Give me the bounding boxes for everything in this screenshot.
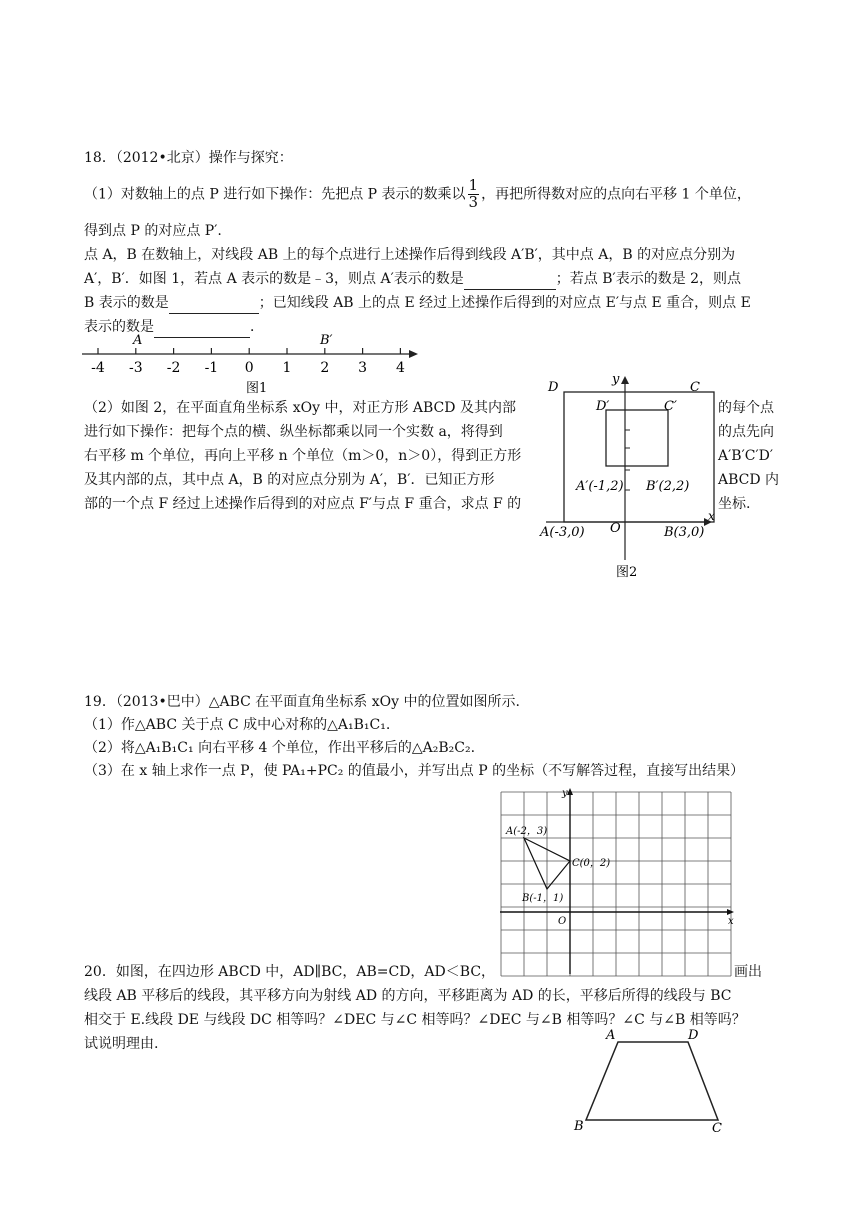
label-d: D: [548, 380, 559, 395]
q18-part2-right4: ABCD 内: [718, 472, 780, 488]
label-x: x: [728, 916, 734, 927]
label-c-prime: C′: [664, 399, 677, 414]
q18-line4: 点 A，B 在数轴上，对线段 AB 上的每个点进行上述操作后得到线段 A′B′，其中点 A，B 的对应点分别为: [84, 247, 736, 263]
q20-line3: 相交于 E.线段 DE 与线段 DC 相等吗？∠DEC 与∠C 相等吗？∠DEC 与∠B 相等吗？∠C 与∠B 相等吗？: [84, 1012, 746, 1028]
q18-line7-a: 表示的数是: [84, 319, 154, 335]
label-o: O: [558, 916, 567, 927]
figure1-number-line: [78, 332, 428, 396]
answer-blank-2[interactable]: [169, 295, 259, 314]
tick-label: -3: [128, 360, 143, 376]
tick-label: 3: [358, 360, 368, 376]
q19-step1: （1）作△ABC 关于点 C 成中心对称的△A₁B₁C₁.: [84, 717, 391, 733]
label-b: B: [574, 1119, 584, 1134]
tick-label: 0: [244, 360, 254, 376]
q18-part2-line2: 进行如下操作：把每个点的横、纵坐标都乘以同一个实数 a，将得到: [84, 424, 503, 440]
q20-line1: 20．如图，在四边形 ABCD 中，AD∥BC，AB=CD，AD＜BC，: [84, 964, 496, 980]
q18-part2-line1: （2）如图 2，在平面直角坐标系 xOy 中，对正方形 ABCD 及其内部: [84, 400, 516, 416]
point-a-label: A: [133, 333, 143, 348]
q20-line1-tail: 画出: [734, 964, 762, 980]
tick-label: -4: [91, 360, 105, 376]
q18-part2-right5: 坐标.: [718, 496, 751, 512]
fraction-numerator: 1: [468, 176, 479, 194]
figure1-caption: 图1: [246, 381, 268, 396]
square-abcd: [564, 392, 714, 522]
point-b-prime-label: B′: [320, 333, 333, 348]
tick-label: -1: [204, 360, 219, 376]
label-a: A(-3,0): [540, 525, 585, 540]
fraction-one-third: [468, 178, 480, 211]
q19-step3: （3）在 x 轴上求作一点 P，使 PA₁+PC₂ 的值最小，并写出点 P 的坐标（不写解答过程，直接写出结果）: [84, 763, 745, 779]
label-a-prime: A′(-1,2): [576, 479, 624, 494]
q18-line6-a: B 表示的数是: [84, 295, 169, 311]
q18-part1-text-a: （1）对数轴上的点 P 进行如下操作：先把点 P 表示的数乘以: [84, 186, 466, 203]
q18-part2-line4: 及其内部的点，其中点 A，B 的对应点分别为 A′，B′．已知正方形: [84, 472, 495, 488]
q18-part2-right3: A′B′C′D′: [718, 448, 774, 464]
label-c: C(0，2): [572, 858, 611, 869]
label-c: C: [690, 380, 700, 395]
label-y: y: [562, 788, 568, 799]
label-d-prime: D′: [596, 399, 610, 414]
square-a-prime-b-prime: [606, 410, 668, 466]
q18-part1-text-b: ，再把所得数对应的点向右平移 1 个单位，: [481, 186, 751, 203]
label-d: D: [688, 1028, 699, 1043]
q18-line6: [84, 295, 751, 314]
q18-line7-b: ．: [250, 319, 264, 335]
figure20-trapezoid: [568, 1024, 738, 1136]
q18-part2-right1: 的每个点: [718, 400, 774, 416]
label-o: O: [610, 521, 621, 536]
label-y: y: [612, 372, 620, 387]
q18-line5-b: ；若点 B′表示的数是 2，则点: [555, 271, 742, 287]
tick-label: -2: [166, 360, 181, 376]
q18-part1-line1: [84, 178, 751, 211]
q18-part1-line2: 得到点 P 的对应点 P′.: [84, 223, 222, 239]
arrow-right-icon: [409, 350, 418, 358]
tick-label: 2: [320, 360, 330, 376]
q18-part2-line5: 部的一个点 F 经过上述操作后得到的对应点 F′与点 F 重合，求点 F 的: [84, 496, 522, 512]
label-b: B(3,0): [664, 525, 705, 540]
label-a: A(-2，3): [506, 826, 548, 837]
grid-lines: [501, 792, 731, 976]
q18-heading: 18．（2012•北京）操作与探究：: [84, 150, 293, 166]
arrow-right-icon: [727, 909, 734, 915]
label-a: A: [606, 1028, 616, 1043]
label-b-prime: B′(2,2): [646, 479, 690, 494]
label-b: B(-1，1): [522, 893, 564, 904]
arrow-up-icon: [567, 788, 573, 795]
trapezoid-abcd: [586, 1042, 718, 1120]
number-line-ticks: [91, 348, 405, 376]
label-x: x: [708, 509, 715, 523]
q18-line5: [84, 271, 741, 290]
q18-part2-line3: 右平移 m 个单位，再向上平移 n 个单位（m＞0，n＞0），得到正方形: [84, 448, 522, 464]
q19-step2: （2）将△A₁B₁C₁ 向右平移 4 个单位，作出平移后的△A₂B₂C₂.: [84, 740, 476, 756]
q18-line6-b: ；已知线段 AB 上的点 E 经过上述操作后得到的对应点 E′与点 E 重合，则点 E: [258, 295, 751, 311]
label-c: C: [712, 1121, 722, 1136]
figure2-coordinate-square: [536, 370, 720, 582]
figure19-grid: [494, 786, 744, 986]
tick-label: 1: [282, 360, 292, 376]
tick-label: 4: [395, 360, 405, 376]
q19-heading: 19．（2013•巴中）△ABC 在平面直角坐标系 xOy 中的位置如图所示.: [84, 694, 520, 710]
fraction-denominator: 3: [468, 192, 479, 211]
q18-line5-a: A′，B′．如图 1，若点 A 表示的数是﹣3，则点 A′表示的数是: [84, 271, 464, 287]
q20-line2: 线段 AB 平移后的线段，其平移方向为射线 AD 的方向，平移距离为 AD 的长，平移后所得的线段与 BC: [84, 988, 732, 1004]
q20-line4: 试说明理由.: [84, 1036, 159, 1052]
q18-part2-right2: 的点先向: [718, 424, 774, 440]
arrow-up-icon: [621, 376, 629, 384]
figure2-caption: 图2: [616, 565, 638, 580]
answer-blank-1[interactable]: [464, 271, 556, 290]
